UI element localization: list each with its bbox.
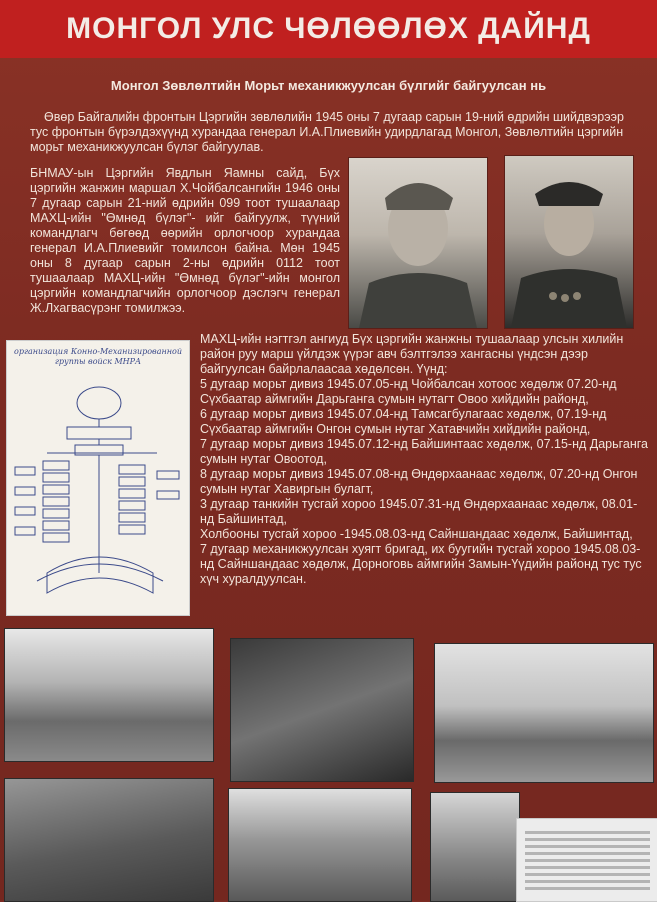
document-card-photo <box>516 818 657 902</box>
deployment-line: 7 дугаар механикжуулсан хуягт бригад, их буугийн тусгай хороо 1945.08.03-нд Сайншандаас хөдөлж, Дорноговь аймгийн Замын-Үүдийн районд тус тус хүч хуралдуулсан. <box>200 542 642 586</box>
truck-column-photo <box>434 643 654 783</box>
command-paragraph: БНМАУ-ын Цэргийн Явдлын Яамны сайд, Бүх цэргийн жанжин маршал Х.Чойбалсангийн 1946 оны 7 дугаар сарын 21-ний өдрийн 099 тоот тушаалаар МАХЦ-ийн "Өмнөд бүлэг"- ийг байгуулж, түүний командлагч бөгөөд өөрийн орлогчоор хурандаа генерал И.А.Плиевийг томилсон байна. Мөн 1945 оны 8 дугаар сарын 2-ны өдрийн 0112 тоот тушаалаар МАХЦ-ийн "Өмнөд бүлэг"-ийн монгол цэргийн командлагчийн орлогчоор дэслэгч генерал Ж.Лхагвасүрэнг томилжээ. <box>30 166 340 315</box>
deployment-line: 3 дугаар танкийн тусгай хороо 1945.07.31-нд Өндөрхаанаас хөдөлж, 08.01-нд Байшинтад, <box>200 497 638 526</box>
troops-parade-photo <box>4 628 214 762</box>
intro-paragraph: Өвөр Байгалийн фронтын Цэргийн зөвлөлийн 1945 оны 7 дугаар сарын 19-ний өдрийн шийдвэрээр тус фронтын бүрэлдэхүүнд хурандаа генерал И.А.Плиевийн удирдлагад Монгол, Зөвлөлтийн цэргийн морьт механикжуулсан бүлэг байгуулав. <box>30 110 624 154</box>
portrait-pliev-photo <box>348 157 488 329</box>
field-photo <box>430 792 520 902</box>
portrait-lkhagvasuren-photo <box>504 155 634 329</box>
section-subtitle: Монгол Зөвлөлтийн Морьт механикжуулсан бүлгийг байгуулсан нь <box>110 78 547 93</box>
banner-title: МОНГОЛ УЛС ЧӨЛӨӨЛӨХ ДАЙНД <box>66 12 591 45</box>
deployment-line: Холбооны тусгай хороо -1945.08.03-нд Сайншандаас хөдөлж, Байшинтад, <box>200 527 633 541</box>
organization-diagram <box>6 340 190 616</box>
document-card-text-lines <box>525 831 650 894</box>
deployment-line: 5 дугаар морьт дивиз 1945.07.05-нд Чойбалсан хотоос хөдөлж 07.20-нд Сүхбаатар аймгийн Дарьганга сумын нутагт Овоо хийдийн районд, <box>200 377 617 406</box>
deployment-intro: МАХЦ-ийн нэгтгэл ангиуд Бүх цэргийн жанжны тушаалаар улсын хилийн район руу марш үйлдэж үүрэг авч бэлтгэлээ хангасны үндсэн дээр байгуулсан байрлалаасаа хөдөлсөн. Үүнд: <box>200 332 624 376</box>
deployment-text <box>200 332 650 587</box>
diagram-caption-line1: организация Конно-Механизированной <box>14 347 182 356</box>
soldiers-group-photo <box>4 778 214 902</box>
org-chart-drawing <box>7 341 189 615</box>
deployment-line: 6 дугаар морьт дивиз 1945.07.04-нд Тамсагбулагаас хөдөлж, 07.19-нд Сүхбаатар аймгийн Онгон сумын нутаг Хатавчийн хийдийн районд, <box>200 407 607 436</box>
deployment-line: 7 дугаар морьт дивиз 1945.07.12-нд Байшинтаас хөдөлж, 07.15-нд Дарьганга сумын нутаг Овоотод, <box>200 437 648 466</box>
deployment-line: 8 дугаар морьт дивиз 1945.07.08-нд Өндөрхаанаас хөдөлж, 07.20-нд Онгон сумын нутаг Хавиргын булагт, <box>200 467 638 496</box>
diagram-caption-line2: группы войск МНРА <box>54 357 142 366</box>
cavalry-photo <box>228 788 412 902</box>
title-banner <box>0 0 657 58</box>
officers-map-photo <box>230 638 414 782</box>
